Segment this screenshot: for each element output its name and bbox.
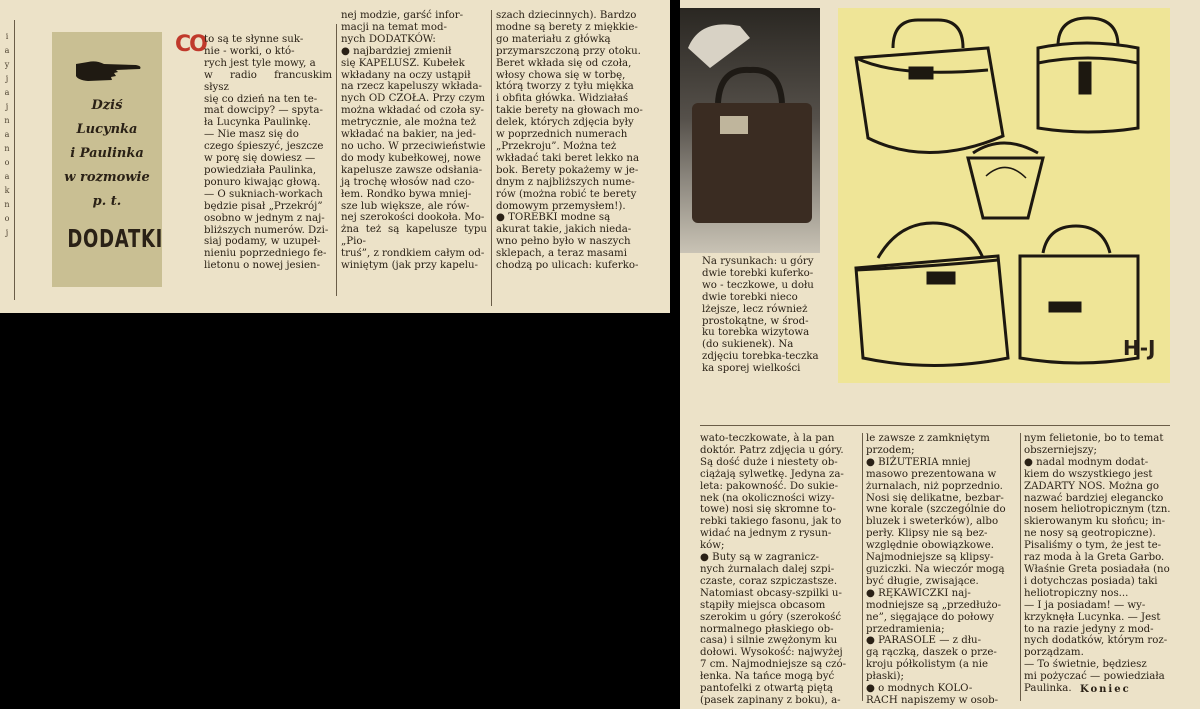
section-rule	[700, 425, 1170, 426]
title-sidebar	[52, 32, 162, 287]
sidebar-line-5: p. t.	[92, 194, 122, 209]
handbag-photo-graphic	[680, 8, 820, 253]
article-ending: Koniec	[1080, 684, 1131, 695]
handbag-icon	[1038, 18, 1138, 132]
article-column-3: szach dziecinnych). Bardzo modne są berety z miękkie- go materiału z główką przymarszczoną przy otoku. Beret wkłada się od czoła, włosy chowa się w torbę, którą tworzy z tyłu miękka i obfita główka. Widziałaś takie berety na głowach mo- delek, których zdjęcia były w poprzednich numerach „Przekroju”. Można też wkładać taki beret lekko na bok. Berety pokażemy w je- dnym z najbliższych nume- rów (można robić te berety domowym przemysłem!). ● TOREBKI modne są akurat takie, jakich nieda- wno pełno było w naszych sklepach, a teraz masami chodzą po ulicach: kuferko-	[496, 10, 643, 272]
left-page	[0, 0, 670, 313]
margin-text: i a y j a j n a n o a k n o j	[4, 32, 10, 237]
pointing-hand-icon	[74, 56, 144, 86]
article-column-5: le zawsze z zamkniętym przodem; ● BIŻUTERIA mniej masowo prezentowana w żurnalach, niż poprzednio. Nosi się delikatne, bezbar- wne korale (szczególnie do bluzek i sweterków), albo perły. Klipsy nie są bez- względnie obowiązkowe. Najmodniejsze są klipsy- guziczki. Na wieczór mogą być długie, zwisające. ● RĘKAWICZKI naj- modniejsze są „przedłużo- ne”, sięgające do połowy przedramienia; ● PARASOLE — z dłu- gą rączką, daszek o prze- kroju półkolistym (a nie płaski); ● o modnych KOLO- RACH napiszemy w osob-	[866, 433, 1006, 706]
handbags-drawing	[838, 8, 1170, 383]
right-page	[680, 0, 1200, 709]
sidebar-title: DODATKI	[67, 224, 164, 253]
column-rule	[336, 24, 337, 296]
article-column-6: nym felietonie, bo to temat obszerniejszy; ● nadal modnym dodat- kiem do wszystkiego jest ZADARTY NOS. Można go nazwać bardziej eleganckо nosem heliotropicznym (tzn. skierowanym ku słońcu; in- ne nosy są geotropiczne). Pisaliśmy o tym, że jest te- raz moda à la Greta Garbo. Właśnie Greta posiadała (no i dotychczas posiada) taki heliotropiczny nos... — I ja posiadam! — wy- krzyknęła Lucynka. — Jest to na razie jedyny z mod- nych dodatków, którym roz- porządzam. — To świetnie, będziesz mi pożyczać — powiedziała Paulinka.	[1024, 433, 1171, 695]
sidebar-line-4: w rozmowie	[64, 170, 150, 185]
handbag-icon	[856, 223, 1008, 366]
handbag-icon	[856, 20, 1003, 153]
clutch-purse-icon	[968, 143, 1043, 218]
sidebar-line-3: i Paulinka	[70, 146, 144, 161]
column-rule	[1020, 433, 1021, 701]
sidebar-line-2: Lucynka	[76, 122, 138, 137]
margin-rule	[14, 20, 15, 300]
illustrator-signature: H-J	[1123, 336, 1156, 360]
handbag-photo	[680, 8, 820, 253]
sidebar-line-1: Dziś	[91, 98, 123, 113]
photo-caption: Na rysunkach: u góry dwie torebki kuferko- wo - teczkowe, u dołu dwie torebki nieco lżejsze, lecz również prostokątne, w środ- ku torebka wizytowa (do sukienek). Na zdjęciu torebka-teczka ka sporej wielkości	[702, 256, 819, 375]
article-column-1-top: to są te słynne suk- nie - worki, o któ- rych jest tyle mowy, a w radio francuskim słysz się co dzień na ten te- mat dowcipy? — spyta- ła Lucynka Paulinkę. — Nie masz się do czego śpieszyć, jeszcze w porę się dowiesz — powiedziała Paulinka, ponuro kiwając głową. — O sukniach-workach będzie pisał „Przekrój” osobno w jednym z naj- bliższych numerów. Dzi- siaj podamy, w uzupeł- nieniu poprzedniego fe- lietonu o nowej jesien-	[204, 34, 332, 272]
column-rule	[862, 433, 863, 701]
article-column-2: nej modzie, garść infor- macji na temat mod- nych DODATKÓW: ● najbardziej zmienił się KAPELUSZ. Kubełek wkładany na oczy ustąpił na rzecz kapeluszy wkłada- nych OD CZOŁA. Przy czym można wkładać od czoła sy- metrycznie, ale można też wkładać na bakier, na jed- no ucho. W przeciwieństwie do mody kubełkowej, nowe kapelusze zawsze odsłania- ją trochę włosów nad czo- łem. Rondko bywa mniej- sze lub większe, ale rów- nej szerokości dookoła. Mo- żna też są kapelusze typu „Pio- truś”, z rondkiem całym od- winiętym (jak przy kapelu-	[341, 10, 487, 272]
handbag-icon	[1020, 226, 1138, 363]
article-column-4: wato-teczkowate, à la pan doktór. Patrz zdjęcia u góry. Są dość duże i niestety ob- ciążają sylwetkę. Jedyna za- leta: pakowność. Do sukie- nek (na okoliczności wizy- towe) nosi się skromne to- rebki takiego fasonu, jak to widać na jednym z rysun- ków; ● Buty są w zagranicz- nych żurnalach dalej szpi- czaste, coraz szpiczastsze. Natomiast obcasy-szpilki u- stąpiły miejsca obcasom szerokim u góry (szerokość normalnego płaskiego ob- casa) i silnie zwężonym ku dołowi. Wysokość: najwyżej 7 cm. Najmodniejsze są czó- łenka. Na tańce mogą być pantofelki z otwartą piętą (pasek zapinany z boku), a-	[700, 433, 847, 706]
column-rule	[491, 10, 492, 306]
drop-cap: CO	[175, 32, 206, 57]
handbags-illustration	[838, 8, 1170, 383]
